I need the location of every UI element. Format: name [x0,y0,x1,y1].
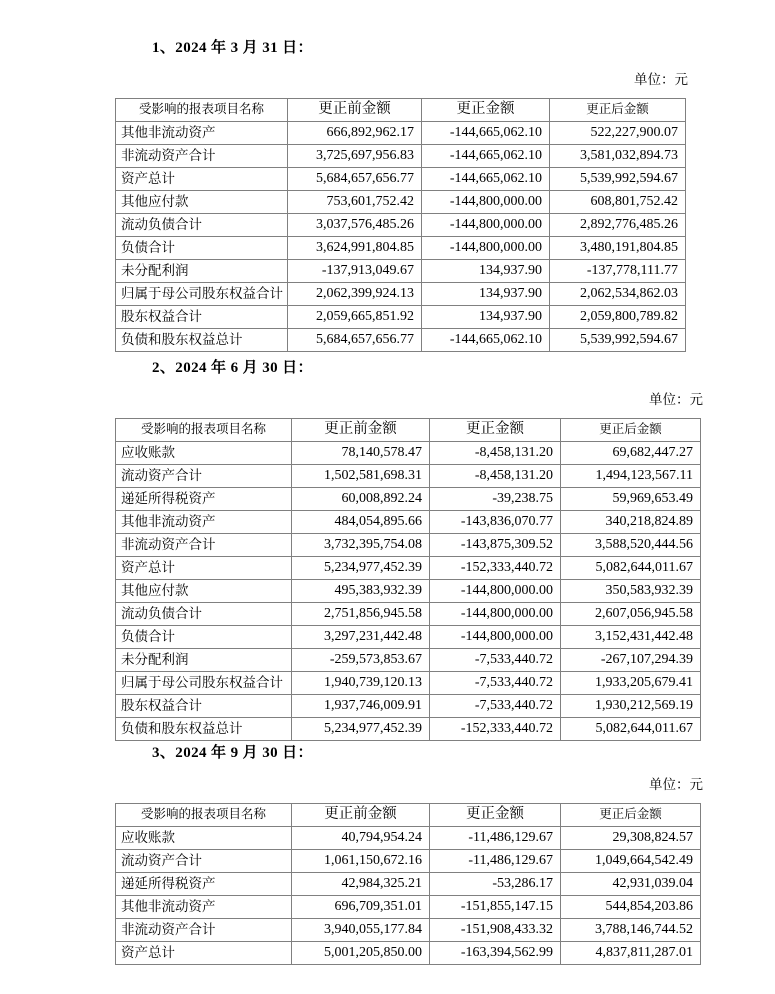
cell-amount-before: 2,059,665,851.92 [288,306,422,329]
cell-amount-before: -137,913,049.67 [288,260,422,283]
table-row [116,214,686,237]
cell-amount-before: 42,984,325.21 [292,873,430,896]
cell-amount-adjust: 134,937.90 [422,260,550,283]
cell-item-name: 其他非流动资产 [116,511,292,534]
cell-amount-adjust: -144,800,000.00 [430,580,561,603]
table-row [116,603,701,626]
col-header-item: 受影响的报表项目名称 [116,804,292,827]
cell-amount-adjust: -144,800,000.00 [422,191,550,214]
table-row [116,511,701,534]
cell-amount-after: 2,062,534,862.03 [550,283,686,306]
section-3-unit-label: 单位：元 [649,777,703,792]
cell-amount-adjust: -143,875,309.52 [430,534,561,557]
table-header-row [116,99,686,122]
col-header-before: 更正前金额 [288,99,422,122]
table-row [116,191,686,214]
section-2-title: 2、2024 年 6 月 30 日： [152,360,313,376]
table-row [116,873,701,896]
cell-amount-before: 2,062,399,924.13 [288,283,422,306]
table-row [116,306,686,329]
cell-amount-before: 3,037,576,485.26 [288,214,422,237]
cell-item-name: 负债和股东权益总计 [116,329,288,352]
cell-amount-after: 2,607,056,945.58 [561,603,701,626]
cell-item-name: 负债和股东权益总计 [116,718,292,741]
cell-amount-adjust: -144,665,062.10 [422,168,550,191]
cell-amount-before: 5,234,977,452.39 [292,718,430,741]
section-2-unit-label: 单位：元 [649,392,703,407]
cell-item-name: 流动资产合计 [116,465,292,488]
cell-item-name: 其他应付款 [116,580,292,603]
cell-amount-after: 522,227,900.07 [550,122,686,145]
table-row [116,534,701,557]
cell-amount-adjust: 134,937.90 [422,283,550,306]
cell-amount-before: 2,751,856,945.58 [292,603,430,626]
cell-item-name: 股东权益合计 [116,306,288,329]
cell-amount-adjust: 134,937.90 [422,306,550,329]
table-row [116,827,701,850]
cell-amount-after: 5,082,644,011.67 [561,557,701,580]
cell-amount-before: 5,684,657,656.77 [288,168,422,191]
table-row [116,488,701,511]
table-row [116,919,701,942]
cell-amount-before: 40,794,954.24 [292,827,430,850]
table-row [116,122,686,145]
cell-amount-adjust: -152,333,440.72 [430,718,561,741]
cell-item-name: 流动负债合计 [116,603,292,626]
cell-amount-after: 59,969,653.49 [561,488,701,511]
cell-item-name: 非流动资产合计 [116,534,292,557]
table-row [116,626,701,649]
cell-amount-after: 3,581,032,894.73 [550,145,686,168]
cell-amount-adjust: -144,665,062.10 [422,145,550,168]
cell-item-name: 归属于母公司股东权益合计 [116,283,288,306]
cell-item-name: 其他应付款 [116,191,288,214]
cell-item-name: 应收账款 [116,442,292,465]
cell-amount-adjust: -144,665,062.10 [422,329,550,352]
cell-amount-before: 666,892,962.17 [288,122,422,145]
table-header-row [116,419,701,442]
cell-amount-before: 3,725,697,956.83 [288,145,422,168]
cell-amount-before: 3,940,055,177.84 [292,919,430,942]
cell-amount-before: 3,732,395,754.08 [292,534,430,557]
section-1-unit-label: 单位：元 [634,72,688,87]
cell-amount-after: 5,082,644,011.67 [561,718,701,741]
cell-amount-adjust: -7,533,440.72 [430,649,561,672]
cell-item-name: 应收账款 [116,827,292,850]
section-2-table [115,418,701,741]
cell-item-name: 资产总计 [116,168,288,191]
table-row [116,283,686,306]
cell-item-name: 资产总计 [116,942,292,965]
table-row [116,465,701,488]
col-header-adjust: 更正金额 [430,804,561,827]
table-row [116,237,686,260]
cell-item-name: 流动资产合计 [116,850,292,873]
cell-amount-after: 350,583,932.39 [561,580,701,603]
cell-item-name: 流动负债合计 [116,214,288,237]
section-1-table [115,98,686,352]
cell-amount-before: 60,008,892.24 [292,488,430,511]
cell-amount-after: 3,152,431,442.48 [561,626,701,649]
section-1-title: 1、2024 年 3 月 31 日： [152,40,313,56]
col-header-adjust: 更正金额 [430,419,561,442]
cell-amount-before: 1,502,581,698.31 [292,465,430,488]
cell-amount-adjust: -151,908,433.32 [430,919,561,942]
cell-item-name: 资产总计 [116,557,292,580]
cell-amount-before: 5,684,657,656.77 [288,329,422,352]
cell-item-name: 非流动资产合计 [116,919,292,942]
cell-amount-before: 1,940,739,120.13 [292,672,430,695]
cell-amount-adjust: -144,800,000.00 [430,626,561,649]
cell-amount-adjust: -8,458,131.20 [430,442,561,465]
cell-item-name: 股东权益合计 [116,695,292,718]
cell-amount-after: 69,682,447.27 [561,442,701,465]
cell-amount-before: 484,054,895.66 [292,511,430,534]
cell-amount-after: -137,778,111.77 [550,260,686,283]
cell-item-name: 未分配利润 [116,649,292,672]
cell-amount-adjust: -8,458,131.20 [430,465,561,488]
table-row [116,260,686,283]
cell-item-name: 递延所得税资产 [116,488,292,511]
cell-amount-adjust: -151,855,147.15 [430,896,561,919]
cell-amount-adjust: -11,486,129.67 [430,827,561,850]
cell-item-name: 其他非流动资产 [116,122,288,145]
cell-item-name: 负债合计 [116,626,292,649]
cell-amount-adjust: -144,665,062.10 [422,122,550,145]
cell-amount-after: 544,854,203.86 [561,896,701,919]
col-header-after: 更正后金额 [561,804,701,827]
cell-amount-before: -259,573,853.67 [292,649,430,672]
cell-amount-adjust: -144,800,000.00 [422,214,550,237]
cell-amount-after: 1,049,664,542.49 [561,850,701,873]
table-row [116,145,686,168]
cell-amount-before: 3,624,991,804.85 [288,237,422,260]
section-1 [0,38,775,352]
cell-amount-adjust: -144,800,000.00 [422,237,550,260]
col-header-after: 更正后金额 [550,99,686,122]
col-header-item: 受影响的报表项目名称 [116,99,288,122]
table-row [116,442,701,465]
cell-amount-before: 5,001,205,850.00 [292,942,430,965]
col-header-adjust: 更正金额 [422,99,550,122]
table-row [116,168,686,191]
cell-amount-after: 5,539,992,594.67 [550,329,686,352]
col-header-after: 更正后金额 [561,419,701,442]
cell-item-name: 递延所得税资产 [116,873,292,896]
section-3-table-body [116,827,701,965]
cell-amount-after: 1,494,123,567.11 [561,465,701,488]
cell-item-name: 其他非流动资产 [116,896,292,919]
table-row [116,896,701,919]
cell-item-name: 归属于母公司股东权益合计 [116,672,292,695]
cell-amount-after: 1,933,205,679.41 [561,672,701,695]
section-3-table [115,803,701,965]
col-header-before: 更正前金额 [292,419,430,442]
cell-amount-adjust: -163,394,562.99 [430,942,561,965]
cell-amount-after: 3,788,146,744.52 [561,919,701,942]
cell-amount-after: 3,588,520,444.56 [561,534,701,557]
cell-amount-adjust: -144,800,000.00 [430,603,561,626]
cell-amount-after: 2,892,776,485.26 [550,214,686,237]
table-row [116,942,701,965]
table-row [116,718,701,741]
cell-amount-after: 2,059,800,789.82 [550,306,686,329]
cell-amount-adjust: -53,286.17 [430,873,561,896]
table-row [116,557,701,580]
section-2 [0,358,775,741]
cell-amount-adjust: -39,238.75 [430,488,561,511]
cell-amount-adjust: -7,533,440.72 [430,695,561,718]
cell-amount-after: 3,480,191,804.85 [550,237,686,260]
cell-amount-after: 1,930,212,569.19 [561,695,701,718]
col-header-before: 更正前金额 [292,804,430,827]
section-3-title: 3、2024 年 9 月 30 日： [152,745,313,761]
section-3 [0,743,775,965]
cell-amount-before: 696,709,351.01 [292,896,430,919]
cell-amount-after: 4,837,811,287.01 [561,942,701,965]
col-header-item: 受影响的报表项目名称 [116,419,292,442]
cell-amount-after: 340,218,824.89 [561,511,701,534]
cell-amount-before: 3,297,231,442.48 [292,626,430,649]
cell-amount-before: 1,061,150,672.16 [292,850,430,873]
table-row [116,649,701,672]
section-1-table-body [116,122,686,352]
cell-amount-before: 5,234,977,452.39 [292,557,430,580]
cell-amount-before: 495,383,932.39 [292,580,430,603]
cell-amount-adjust: -152,333,440.72 [430,557,561,580]
table-header-row [116,804,701,827]
table-row [116,672,701,695]
table-row [116,850,701,873]
cell-amount-adjust: -7,533,440.72 [430,672,561,695]
cell-amount-after: 42,931,039.04 [561,873,701,896]
cell-item-name: 非流动资产合计 [116,145,288,168]
cell-amount-adjust: -143,836,070.77 [430,511,561,534]
cell-amount-adjust: -11,486,129.67 [430,850,561,873]
cell-amount-after: 5,539,992,594.67 [550,168,686,191]
cell-amount-after: -267,107,294.39 [561,649,701,672]
cell-amount-after: 29,308,824.57 [561,827,701,850]
table-row [116,329,686,352]
section-2-table-body [116,442,701,741]
table-row [116,695,701,718]
cell-amount-before: 1,937,746,009.91 [292,695,430,718]
table-row [116,580,701,603]
cell-item-name: 负债合计 [116,237,288,260]
cell-item-name: 未分配利润 [116,260,288,283]
cell-amount-before: 78,140,578.47 [292,442,430,465]
cell-amount-before: 753,601,752.42 [288,191,422,214]
cell-amount-after: 608,801,752.42 [550,191,686,214]
